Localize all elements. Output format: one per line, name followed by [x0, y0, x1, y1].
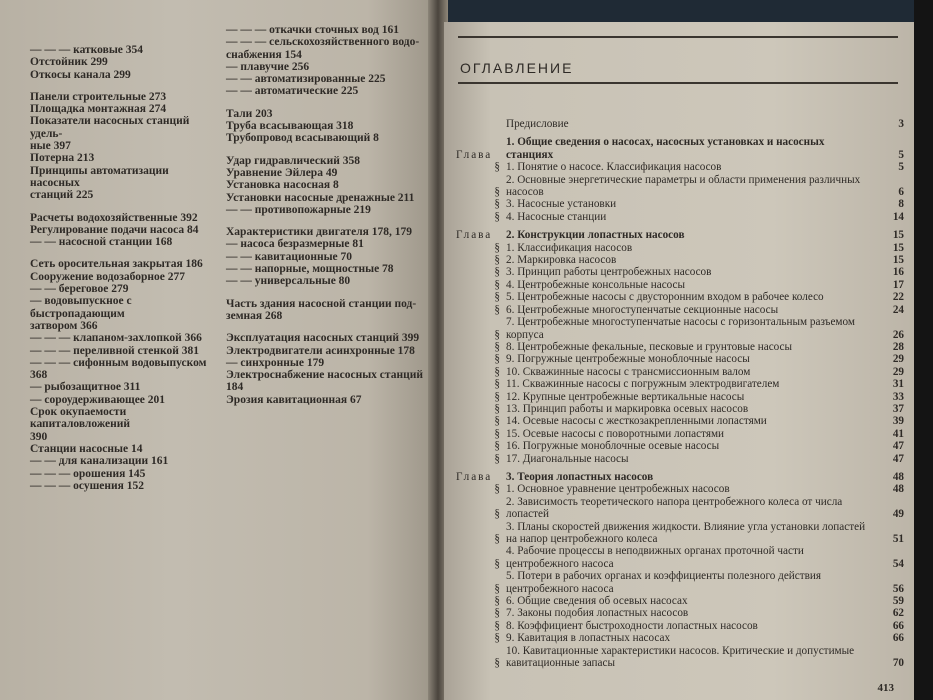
toc-title: Предисловие — [506, 118, 569, 130]
toc-entry — [456, 496, 904, 521]
index-entry: Электроснабжение насосных станций — [226, 369, 423, 382]
index-entry: Удар гидравлический 358 — [226, 154, 360, 167]
toc-entry — [456, 428, 904, 440]
toc-prefix: § — [494, 619, 500, 632]
toc-title: 11. Скважинные насосы с погружным электродвигателем — [506, 378, 780, 391]
index-entry: — синхронные 179 — [226, 356, 325, 369]
index-entry: Установка насосная 8 — [226, 179, 339, 192]
toc-page: 66 — [892, 632, 904, 645]
toc-entry — [456, 570, 904, 595]
index-entry: — — автоматизированные 225 — [226, 73, 386, 86]
index-group — [226, 155, 424, 216]
index-entry: снабжения 154 — [226, 48, 302, 61]
index-entry: Отстойник 299 — [30, 56, 108, 69]
toc-entry — [456, 229, 904, 241]
toc-title: 3. Теория лопастных насосов — [506, 470, 654, 483]
index-entry: — — — орошения 145 — [30, 467, 146, 480]
toc-title: 1. Общие сведения о насосах, насосных установках и насосных станциях — [506, 136, 825, 161]
toc-page: 5 — [898, 148, 904, 161]
toc-prefix: § — [494, 378, 500, 391]
toc-title: 6. Общие сведения об осевых насосах — [506, 595, 688, 608]
toc-page: 48 — [892, 483, 904, 496]
toc-prefix: § — [494, 210, 500, 223]
toc-title: 7. Законы подобия лопастных насосов — [506, 607, 689, 620]
toc-title: 4. Центробежные консольные насосы — [506, 278, 686, 291]
toc-entry — [456, 254, 904, 266]
toc-page: 41 — [892, 427, 904, 440]
index-entry: Принципы автоматизации насосных — [30, 164, 169, 189]
toc-entry — [456, 440, 904, 452]
toc-entry — [456, 266, 904, 278]
toc-title: 4. Насосные станции — [506, 210, 607, 223]
index-group — [30, 258, 214, 492]
index-group — [226, 24, 424, 98]
toc-page: 15 — [892, 254, 904, 267]
toc-title: 13. Принцип работы и маркировка осевых насосов — [506, 402, 749, 415]
index-entry: Панели строительные 273 — [30, 90, 167, 103]
index-entry: — насоса безразмерные 81 — [226, 238, 364, 251]
index-group — [226, 332, 424, 406]
index-entry: ные 397 — [30, 140, 71, 153]
toc-prefix: § — [494, 415, 500, 428]
toc-entry — [456, 279, 904, 291]
toc-page: 70 — [892, 657, 904, 670]
toc-page: 39 — [892, 415, 904, 428]
toc-prefix: § — [494, 390, 500, 403]
toc-title: 6. Центробежные многоступенчатые секционные насосы — [506, 303, 779, 316]
toc-title: 1. Классификация насосов — [506, 241, 633, 254]
toc-entry — [456, 521, 904, 546]
toc-prefix: § — [494, 452, 500, 465]
toc-entry — [456, 545, 904, 570]
index-entry: — — универсальные 80 — [226, 275, 351, 288]
toc-entry — [456, 403, 904, 415]
toc-title: 8. Коэффициент быстроходности лопастных насосов — [506, 619, 758, 632]
toc-page: 59 — [892, 595, 904, 608]
toc-page: 33 — [892, 390, 904, 403]
index-entry: Показатели насосных станций удель- — [30, 115, 190, 140]
toc-prefix: Глава — [456, 229, 493, 242]
index-group — [30, 91, 214, 202]
toc-entry — [456, 353, 904, 365]
index-entry: Откосы канала 299 — [30, 68, 131, 81]
index-entry: — — — откачки сточных вод 161 — [226, 24, 399, 36]
toc-prefix: § — [494, 483, 500, 496]
toc-page: 47 — [892, 440, 904, 453]
left-page — [0, 0, 432, 700]
index-entry: Труба всасывающая 318 — [226, 120, 354, 133]
toc-title: 12. Крупные центробежные вертикальные насосы — [506, 390, 745, 403]
table-of-contents — [456, 118, 904, 669]
toc-prefix: § — [494, 595, 500, 608]
index-entry: — — — катковые 354 — [30, 44, 144, 56]
toc-entry — [456, 415, 904, 427]
toc-page: 62 — [892, 607, 904, 620]
toc-prefix: § — [494, 533, 500, 545]
index-entry: Установки насосные дренажные 211 — [226, 191, 415, 204]
background-edge — [914, 0, 933, 700]
index-group — [226, 108, 424, 145]
toc-entry — [456, 391, 904, 403]
toc-title: 10. Кавитационные характеристики насосов. Критические и допустимые кавитационные запасы — [506, 644, 855, 670]
toc-page: 16 — [892, 266, 904, 279]
toc-title: 2. Основные энергетические параметры и области применения различных насосов — [506, 173, 861, 199]
page-number: 413 — [877, 682, 894, 694]
toc-entry — [456, 136, 904, 161]
index-entry: Электродвигатели асинхронные 178 — [226, 344, 415, 357]
index-entry: — — для канализации 161 — [30, 455, 169, 468]
toc-prefix: § — [494, 427, 500, 440]
toc-title: 1. Понятие о насосе. Классификация насосов — [506, 161, 722, 174]
index-entry: Срок окупаемости капиталовложений — [30, 406, 131, 431]
toc-page: 28 — [892, 340, 904, 353]
toc-title: 2. Маркировка насосов — [506, 254, 617, 267]
toc-title: 15. Осевые насосы с поворотными лопастями — [506, 427, 725, 440]
toc-entry — [456, 453, 904, 465]
toc-prefix: § — [494, 254, 500, 267]
index-entry: Расчеты водохозяйственные 392 — [30, 211, 198, 224]
index-group — [30, 44, 214, 81]
toc-entry — [456, 483, 904, 495]
toc-title: 3. Принцип работы центробежных насосов — [506, 266, 712, 279]
toc-entry — [456, 198, 904, 210]
toc-page: 54 — [892, 557, 904, 570]
index-entry: — плавучие 256 — [226, 60, 310, 73]
toc-prefix: § — [494, 657, 500, 670]
index-entry: 390 — [30, 430, 48, 443]
toc-page: 17 — [892, 278, 904, 291]
toc-entry — [456, 291, 904, 303]
toc-page: 37 — [892, 402, 904, 415]
index-entry: — — — клапаном-захлопкой 366 — [30, 332, 202, 345]
index-entry: — — противопожарные 219 — [226, 203, 371, 216]
toc-title: 2. Конструкции лопастных насосов — [506, 229, 685, 242]
index-entry: Сооружение водозаборное 277 — [30, 270, 186, 283]
toc-title: 8. Центробежные фекальные, песковые и грунтовые насосы — [506, 340, 793, 353]
index-column-2 — [226, 24, 424, 416]
toc-page: 47 — [892, 452, 904, 465]
toc-entry — [456, 174, 904, 199]
toc-prefix: § — [494, 440, 500, 453]
toc-entry — [456, 645, 904, 670]
index-entry: Характеристики двигателя 178, 179 — [226, 226, 412, 239]
index-entry: — — — переливной стенкой 381 — [30, 344, 199, 357]
toc-title: 3. Планы скоростей движения жидкости. Влияние угла установки лопастей на напор центробежного колеса — [506, 520, 866, 545]
toc-prefix: § — [494, 266, 500, 279]
toc-entry — [456, 118, 904, 130]
toc-page: 66 — [892, 619, 904, 632]
toc-prefix: § — [494, 278, 500, 291]
toc-page: 26 — [892, 328, 904, 341]
toc-title: 4. Рабочие процессы в неподвижных органах проточной части центробежного насоса — [506, 545, 804, 570]
toc-prefix: § — [494, 402, 500, 415]
toc-entry — [456, 242, 904, 254]
toc-entry — [456, 620, 904, 632]
index-group — [30, 212, 214, 249]
index-entry: — сороудерживающее 201 — [30, 393, 166, 406]
toc-title: 14. Осевые насосы с жесткозакрепленными лопастями — [506, 415, 767, 428]
toc-title: 7. Центробежные многоступенчатые насосы с горизонтальным разъемом корпуса — [506, 316, 855, 341]
toc-page: 31 — [892, 378, 904, 391]
toc-prefix: § — [494, 607, 500, 620]
toc-prefix: § — [494, 198, 500, 211]
index-group — [226, 226, 424, 287]
index-entry: станций 225 — [30, 189, 94, 202]
toc-page: 49 — [892, 508, 904, 521]
toc-title: 9. Погружные центробежные моноблочные насосы — [506, 353, 750, 366]
toc-prefix: § — [494, 303, 500, 316]
toc-prefix: § — [494, 241, 500, 254]
index-column-1 — [30, 44, 214, 502]
toc-prefix: § — [494, 161, 500, 174]
index-entry: затвором 366 — [30, 319, 98, 332]
toc-title: 3. Насосные установки — [506, 198, 617, 211]
index-entry: Эрозия кавитационная 67 — [226, 393, 362, 406]
toc-prefix: Глава — [456, 470, 493, 483]
toc-entry — [456, 595, 904, 607]
index-entry: — — автоматические 225 — [226, 85, 359, 98]
toc-title: 16. Погружные моноблочные осевые насосы — [506, 440, 720, 453]
toc-prefix: § — [494, 365, 500, 378]
toc-entry — [456, 304, 904, 316]
index-entry: Сеть оросительная закрытая 186 — [30, 258, 203, 271]
toc-entry — [456, 211, 904, 223]
toc-page: 15 — [892, 241, 904, 254]
toc-entry — [456, 471, 904, 483]
toc-prefix: § — [494, 582, 500, 595]
index-entry: Площадка монтажная 274 — [30, 103, 167, 116]
header-rule-top — [458, 36, 898, 38]
toc-title: 5. Центробежные насосы с двусторонним входом в рабочее колесо — [506, 291, 824, 304]
toc-prefix: Глава — [456, 148, 493, 161]
index-entry: Тали 203 — [226, 107, 273, 120]
toc-page: 15 — [892, 229, 904, 242]
toc-page: 29 — [892, 353, 904, 366]
index-entry: 184 — [226, 381, 244, 394]
index-group — [226, 298, 424, 323]
page-title: ОГЛАВЛЕНИЕ — [460, 60, 574, 76]
index-entry: — — насосной станции 168 — [30, 236, 173, 249]
toc-page: 6 — [898, 186, 904, 199]
index-entry: — — — сифонным водовыпуском 368 — [30, 356, 207, 382]
index-entry: — рыбозащитное 311 — [30, 381, 141, 394]
toc-title: 9. Кавитация в лопастных насосах — [506, 632, 671, 645]
toc-page: 3 — [898, 118, 904, 130]
toc-page: 8 — [898, 198, 904, 211]
toc-page: 48 — [892, 470, 904, 483]
toc-page: 24 — [892, 303, 904, 316]
index-entry: — — кавитационные 70 — [226, 250, 353, 263]
toc-prefix: § — [494, 328, 500, 341]
index-entry: Уравнение Эйлера 49 — [226, 166, 338, 179]
toc-entry — [456, 366, 904, 378]
toc-prefix: § — [494, 557, 500, 570]
toc-prefix: § — [494, 508, 500, 521]
index-entry: земная 268 — [226, 309, 283, 322]
index-entry: Станции насосные 14 — [30, 442, 143, 455]
toc-title: 2. Зависимость теоретического напора центробежного колеса от числа лопастей — [506, 495, 843, 521]
index-entry: Часть здания насосной станции под- — [226, 297, 417, 310]
index-entry: Эксплуатация насосных станций 399 — [226, 332, 420, 345]
toc-page: 14 — [892, 210, 904, 223]
index-entry: — водовыпускное с быстропадающим — [30, 295, 132, 320]
toc-page: 51 — [892, 533, 904, 545]
index-entry: — — береговое 279 — [30, 283, 129, 296]
header-rule-bottom — [458, 82, 898, 84]
toc-title: 1. Основное уравнение центробежных насосов — [506, 483, 730, 496]
index-entry: Потерна 213 — [30, 152, 95, 165]
index-entry: — — — сельскохозяйственного водо- — [226, 36, 420, 49]
toc-title: 5. Потери в рабочих органах и коэффициенты полезного действия центробежного насоса — [506, 570, 822, 595]
toc-entry — [456, 632, 904, 644]
toc-entry — [456, 161, 904, 173]
toc-prefix: § — [494, 632, 500, 645]
toc-prefix: § — [494, 340, 500, 353]
toc-entry — [456, 316, 904, 341]
toc-page: 56 — [892, 582, 904, 595]
toc-page: 5 — [898, 161, 904, 174]
toc-entry — [456, 607, 904, 619]
index-entry: Регулирование подачи насоса 84 — [30, 223, 199, 236]
toc-page: 22 — [892, 291, 904, 304]
toc-entry — [456, 378, 904, 390]
toc-prefix: § — [494, 353, 500, 366]
index-entry: Трубопровод всасывающий 8 — [226, 132, 379, 145]
right-page — [444, 22, 914, 700]
toc-title: 10. Скважинные насосы с трансмиссионным валом — [506, 365, 751, 378]
index-entry: — — напорные, мощностные 78 — [226, 263, 394, 276]
toc-entry — [456, 341, 904, 353]
toc-title: 17. Диагональные насосы — [506, 452, 629, 465]
index-entry: — — — осушения 152 — [30, 479, 144, 492]
toc-page: 29 — [892, 365, 904, 378]
toc-prefix: § — [494, 291, 500, 304]
toc-prefix: § — [494, 186, 500, 199]
